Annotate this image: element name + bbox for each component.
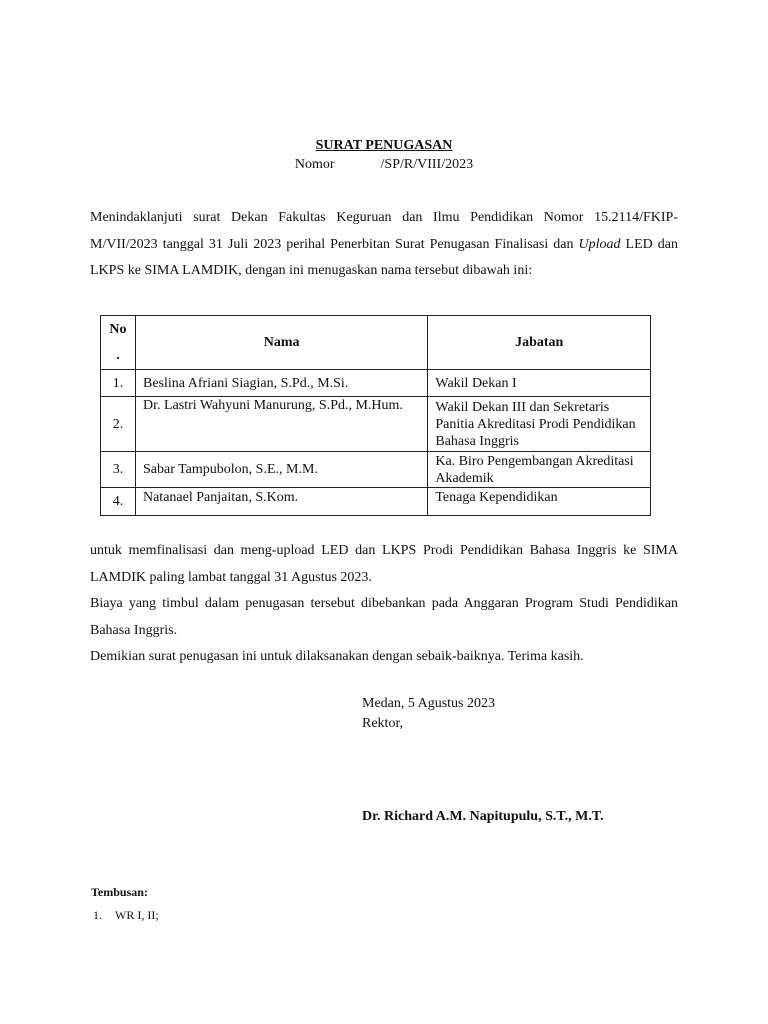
- signature-position: Rektor,: [362, 716, 404, 731]
- row-jabatan: Wakil Dekan III dan Sekretaris Panitia Akreditasi Prodi Pendidikan Bahasa Inggris: [428, 397, 651, 452]
- funding-paragraph: Biaya yang timbul dalam penugasan tersebut dibebankan pada Anggaran Program Studi Pendidikan Bahasa Inggris.: [90, 596, 678, 638]
- header-no: No .: [101, 316, 136, 370]
- body-paragraphs: [90, 538, 678, 671]
- tembusan-label: Tembusan:: [91, 885, 148, 899]
- row-no: 2.: [101, 397, 136, 452]
- nomor-value: /SP/R/VIII/2023: [380, 157, 474, 172]
- tembusan-item-number: 1.: [93, 908, 102, 922]
- row-nama: Sabar Tampubolon, S.E., M.M.: [135, 452, 427, 488]
- completion-paragraph: untuk memfinalisasi dan meng-upload LED dan LKPS Prodi Pendidikan Bahasa Inggris ke SIMA LAMDIK paling lambat tanggal 31 Agustus 2023.: [90, 543, 678, 585]
- table-row: [101, 452, 651, 488]
- table-header-row: [101, 316, 651, 370]
- table-row: [101, 488, 651, 516]
- header-nama: Nama: [135, 316, 427, 370]
- row-nama: Natanael Panjaitan, S.Kom.: [135, 488, 427, 516]
- row-jabatan: Tenaga Kependidikan: [428, 488, 651, 516]
- row-nama: Dr. Lastri Wahyuni Manurung, S.Pd., M.Hum.: [135, 397, 427, 452]
- tembusan-item-text: WR I, II;: [115, 908, 159, 922]
- intro-paragraph: Menindaklanjuti surat Dekan Fakultas Keguruan dan Ilmu Pendidikan Nomor 15.2114/FKIP-M/VII/2023 tanggal 31 Juli 2023 perihal Penerbitan Surat Penugasan Finalisasi dan Upload LED dan LKPS ke SIMA LAMDIK, dengan ini menugaskan nama tersebut dibawah ini:: [90, 210, 678, 278]
- signatory-name: Dr. Richard A.M. Napitupulu, S.T., M.T.: [362, 809, 604, 824]
- row-no: 3.: [101, 452, 136, 488]
- closing-paragraph: Demikian surat penugasan ini untuk dilaksanakan dengan sebaik-baiknya. Terima kasih.: [90, 649, 584, 664]
- tembusan-item: [93, 908, 159, 923]
- row-no: 4.: [101, 488, 136, 516]
- row-nama: Beslina Afriani Siagian, S.Pd., M.Si.: [135, 370, 427, 397]
- upload-emphasis: Upload: [578, 236, 621, 252]
- table-row: [101, 370, 651, 397]
- nomor-label: Nomor: [294, 157, 335, 172]
- table-row: [101, 397, 651, 452]
- document-number: [0, 156, 768, 174]
- assignment-table: [100, 315, 651, 516]
- document-title: SURAT PENUGASAN: [315, 138, 453, 153]
- row-jabatan: Wakil Dekan I: [428, 370, 651, 397]
- row-jabatan: Ka. Biro Pengembangan Akreditasi Akademik: [428, 452, 651, 488]
- header-jabatan: Jabatan: [428, 316, 651, 370]
- row-no: 1.: [101, 370, 136, 397]
- signature-place-date: Medan, 5 Agustus 2023: [362, 696, 495, 711]
